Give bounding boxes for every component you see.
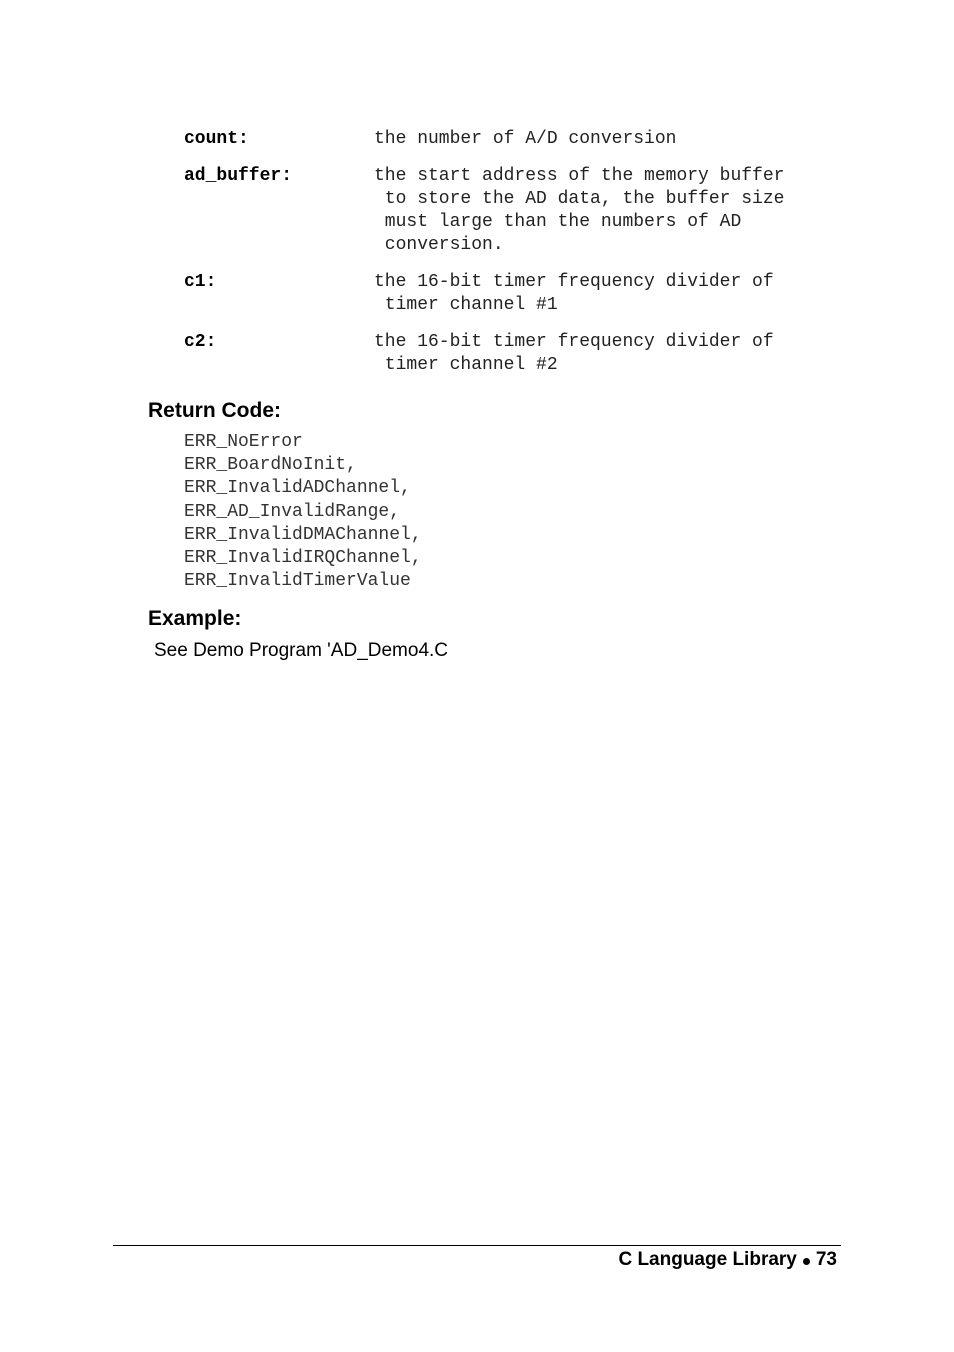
bullet-icon bbox=[803, 1258, 810, 1265]
page-footer bbox=[618, 1248, 837, 1272]
param-description: the start address of the memory buffer to store the AD data, the buffer size must large than the numbers of AD conversion. bbox=[374, 166, 785, 255]
return-code-list bbox=[184, 431, 422, 593]
example-text: See Demo Program 'AD_Demo4.C bbox=[154, 640, 449, 661]
footer-title: C Language Library bbox=[618, 1249, 797, 1270]
return-code-item: ERR_BoardNoInit, bbox=[184, 455, 357, 476]
param-name: ad_buffer: bbox=[184, 166, 293, 186]
return-code-heading: Return Code: bbox=[148, 399, 281, 422]
param-name: count: bbox=[184, 129, 249, 149]
param-count bbox=[184, 128, 854, 151]
param-c1 bbox=[184, 271, 854, 317]
page-number: 73 bbox=[815, 1249, 837, 1270]
param-description: the 16-bit timer frequency divider of timer channel #1 bbox=[374, 272, 774, 315]
parameter-list bbox=[184, 128, 854, 391]
footer-divider bbox=[113, 1245, 841, 1246]
param-name: c2: bbox=[184, 332, 217, 352]
param-c2 bbox=[184, 331, 854, 377]
param-ad-buffer bbox=[184, 165, 854, 257]
param-name: c1: bbox=[184, 272, 217, 292]
return-code-item: ERR_InvalidIRQChannel, bbox=[184, 548, 422, 569]
return-code-item: ERR_InvalidADChannel, bbox=[184, 478, 411, 499]
param-description: the number of A/D conversion bbox=[374, 129, 677, 149]
return-code-item: ERR_AD_InvalidRange, bbox=[184, 501, 401, 522]
return-code-item: ERR_NoError bbox=[184, 432, 303, 452]
example-heading: Example: bbox=[148, 607, 242, 630]
return-code-item: ERR_InvalidTimerValue bbox=[184, 571, 411, 592]
return-code-item: ERR_InvalidDMAChannel, bbox=[184, 524, 422, 545]
param-description: the 16-bit timer frequency divider of timer channel #2 bbox=[374, 332, 774, 375]
